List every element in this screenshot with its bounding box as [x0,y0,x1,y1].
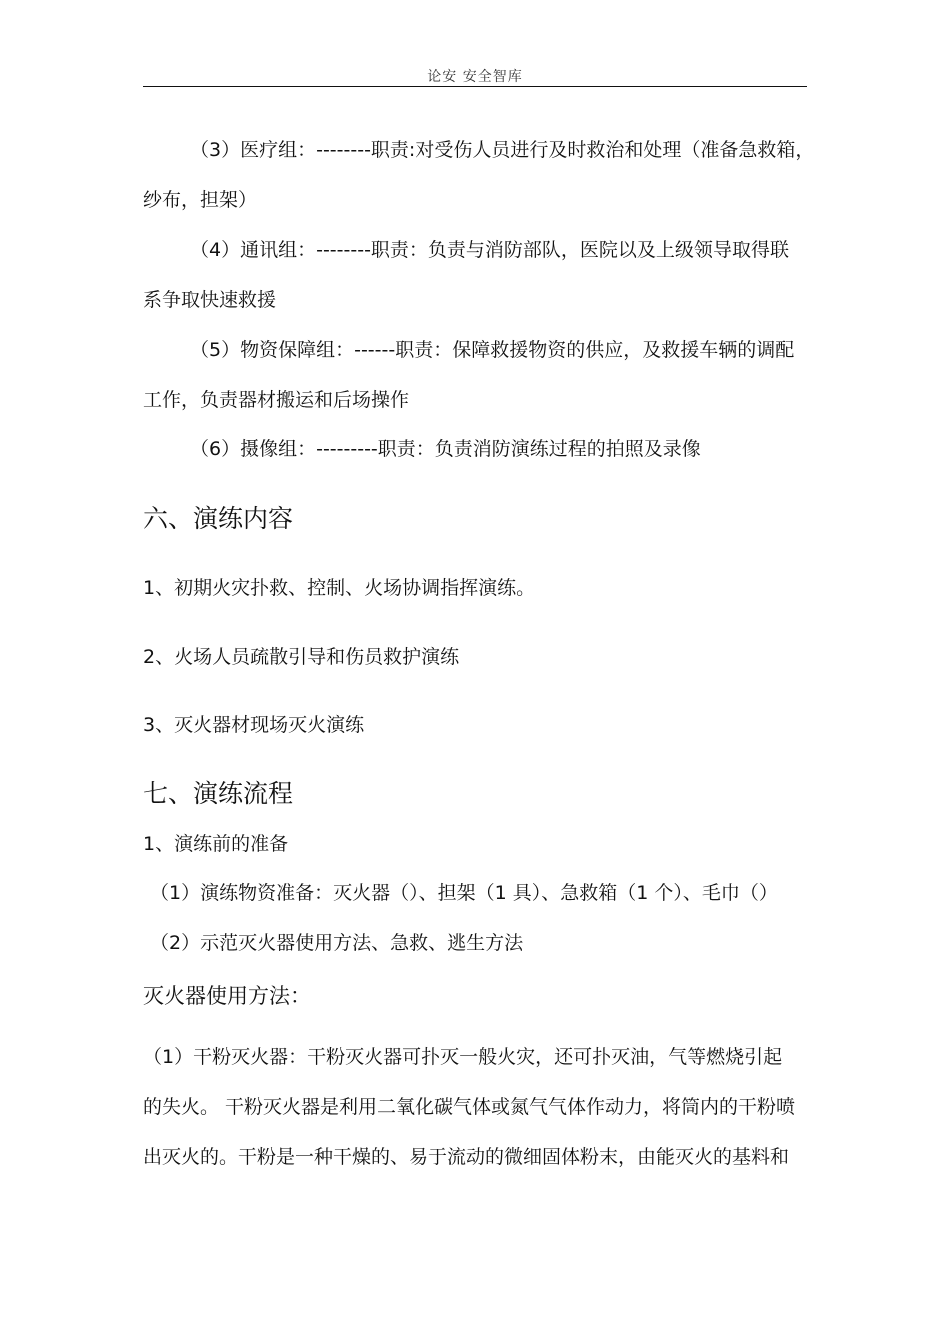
dry-powder-line-1: （1）干粉灭火器：干粉灭火器可扑灭一般火灾，还可扑灭油，气等燃烧引起 [143,1046,783,1068]
medical-group-line-1: （3）医疗组：--------职责:对受伤人员进行及时救治和处理（准备急救箱， [190,139,815,161]
flow-item-1-2: （2）示范灭火器使用方法、急救、逃生方法 [150,932,524,954]
flow-item-1-1: （1）演练物资准备：灭火器（）、担架（1 具）、急救箱（1 个）、毛巾（） [150,882,778,904]
section-7-heading: 七、演练流程 [143,779,294,808]
supply-group-line-2: 工作，负责器材搬运和后场操作 [143,389,410,411]
dry-powder-line-2: 的失火。 干粉灭火器是利用二氧化碳气体或氮气气体作动力，将筒内的干粉喷 [143,1096,796,1118]
communication-group-line-1: （4）通讯组：--------职责：负责与消防部队，医院以及上级领导取得联 [190,239,789,261]
communication-group-line-2: 系争取快速救援 [143,289,277,311]
content-item-1: 1、初期火灾扑救、控制、火场协调指挥演练。 [143,577,536,599]
content-item-3: 3、灭火器材现场灭火演练 [143,714,365,736]
page-header: 论安 安全智库 [427,69,523,85]
header-divider [143,86,807,87]
extinguisher-usage-label: 灭火器使用方法： [143,984,311,1008]
dry-powder-line-3: 出灭火的。干粉是一种干燥的、易于流动的微细固体粉末，由能灭火的基料和 [143,1146,790,1168]
medical-group-line-2: 纱布，担架） [143,189,258,211]
section-6-heading: 六、演练内容 [143,504,294,533]
content-item-2: 2、火场人员疏散引导和伤员救护演练 [143,646,460,668]
flow-item-1: 1、演练前的准备 [143,833,289,855]
supply-group-line-1: （5）物资保障组：------职责：保障救援物资的供应，及救援车辆的调配 [190,339,795,361]
camera-group-line-1: （6）摄像组：---------职责：负责消防演练过程的拍照及录像 [190,438,701,460]
